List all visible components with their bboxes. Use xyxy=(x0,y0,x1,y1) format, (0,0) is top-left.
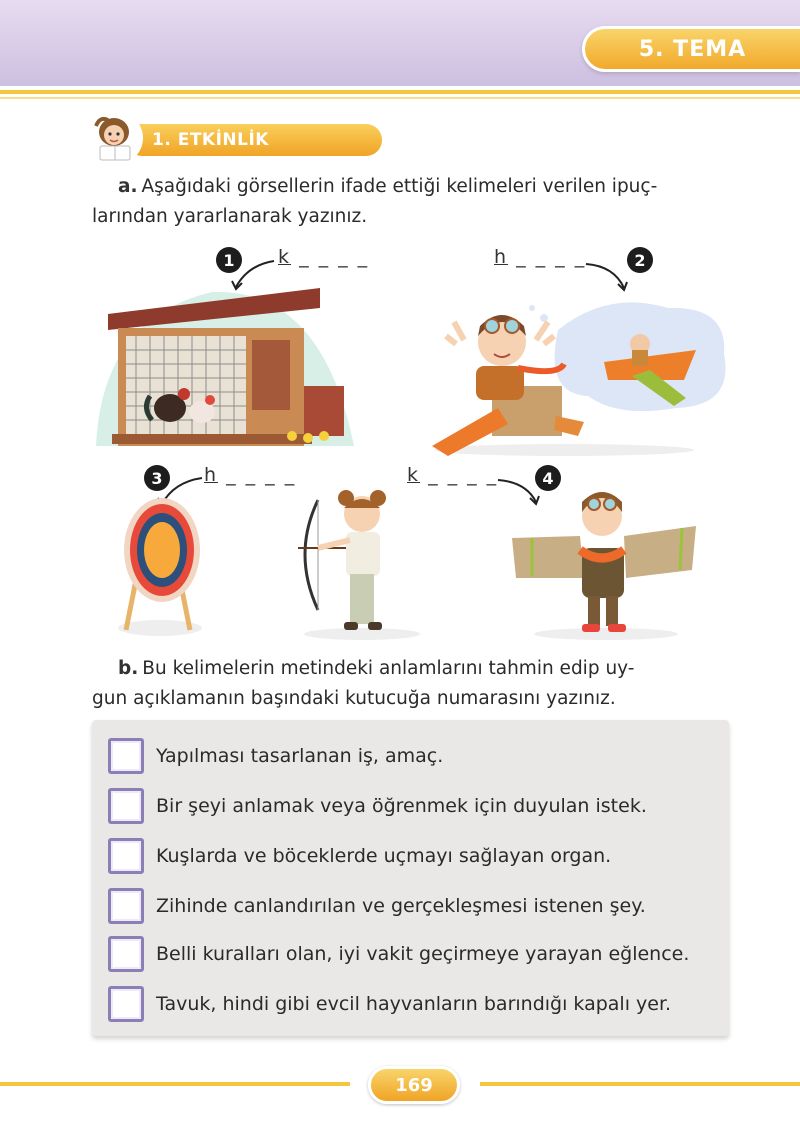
item-number-4: 4 xyxy=(535,465,561,491)
footer-divider-left xyxy=(0,1082,350,1086)
answer-box-3[interactable] xyxy=(108,838,144,874)
chicken-coop-illustration xyxy=(92,278,364,456)
part-b-line-1 xyxy=(118,654,730,684)
archery-target-illustration xyxy=(112,494,212,638)
item-hint-3-blanks: _ _ _ _ xyxy=(226,464,297,486)
definition-row xyxy=(108,736,443,776)
definition-text-5: Belli kuralları olan, iyi vakit geçirmeye yarayan eğlence. xyxy=(156,943,690,965)
definitions-panel xyxy=(92,720,729,1036)
part-b-line-2: gun açıklamanın başındaki kutucuğa numarasını yazınız. xyxy=(92,688,616,709)
item-hint-4-blanks: _ _ _ _ xyxy=(428,464,499,486)
girl-reading-icon xyxy=(86,110,144,166)
item-hint-4 xyxy=(407,464,498,486)
page-number: 169 xyxy=(368,1066,460,1104)
header-divider xyxy=(0,90,800,94)
activity-label: 1. ETKİNLİK xyxy=(126,124,382,156)
header-divider-thin xyxy=(0,97,800,99)
part-b-text-1: Bu kelimelerin metindeki anlamlarını tahmin edip uy- xyxy=(142,658,635,679)
answer-box-5[interactable] xyxy=(108,936,144,972)
item-number-2: 2 xyxy=(627,247,653,273)
definition-text-6: Tavuk, hindi gibi evcil hayvanların barındığı kapalı yer. xyxy=(156,993,672,1015)
part-b-lead: b. xyxy=(118,658,139,679)
definition-text-1: Yapılması tasarlanan iş, amaç. xyxy=(156,745,444,767)
item-hint-3-letter: h xyxy=(204,464,219,486)
theme-badge: 5. TEMA xyxy=(582,26,800,72)
definition-row xyxy=(108,886,646,926)
part-a-lead: a. xyxy=(118,176,138,197)
arrow-icon xyxy=(584,256,630,296)
item-hint-2 xyxy=(494,246,586,268)
definition-text-3: Kuşlarda ve böceklerde uçmayı sağlayan organ. xyxy=(156,845,612,867)
answer-box-2[interactable] xyxy=(108,788,144,824)
item-hint-4-letter: k xyxy=(407,464,421,486)
archer-illustration xyxy=(292,484,422,640)
item-hint-1-letter: k xyxy=(278,246,292,268)
answer-box-1[interactable] xyxy=(108,738,144,774)
definition-text-4: Zihinde canlandırılan ve gerçekleşmesi istenen şey. xyxy=(156,895,646,917)
part-a-text-1: Aşağıdaki görsellerin ifade ettiği kelimeleri verilen ipuç- xyxy=(141,176,658,197)
item-hint-1 xyxy=(278,246,369,268)
item-hint-3 xyxy=(204,464,296,486)
part-a-line-2: larından yararlanarak yazınız. xyxy=(92,206,368,227)
definition-row xyxy=(108,984,671,1024)
footer-divider-right xyxy=(480,1082,800,1086)
item-number-1: 1 xyxy=(216,247,242,273)
definition-row xyxy=(108,836,611,876)
answer-box-6[interactable] xyxy=(108,986,144,1022)
definition-text-2: Bir şeyi anlamak veya öğrenmek için duyulan istek. xyxy=(156,795,647,817)
definition-row xyxy=(108,786,647,826)
item-hint-2-letter: h xyxy=(494,246,509,268)
answer-box-4[interactable] xyxy=(108,888,144,924)
definition-row xyxy=(108,934,689,974)
winged-child-illustration xyxy=(510,486,700,640)
activity-badge xyxy=(86,110,316,166)
part-a-line-1 xyxy=(118,172,730,202)
child-dreaming-illustration xyxy=(428,296,728,458)
item-hint-1-blanks: _ _ _ _ xyxy=(299,246,370,268)
item-number-3: 3 xyxy=(144,465,170,491)
item-hint-2-blanks: _ _ _ _ xyxy=(516,246,587,268)
